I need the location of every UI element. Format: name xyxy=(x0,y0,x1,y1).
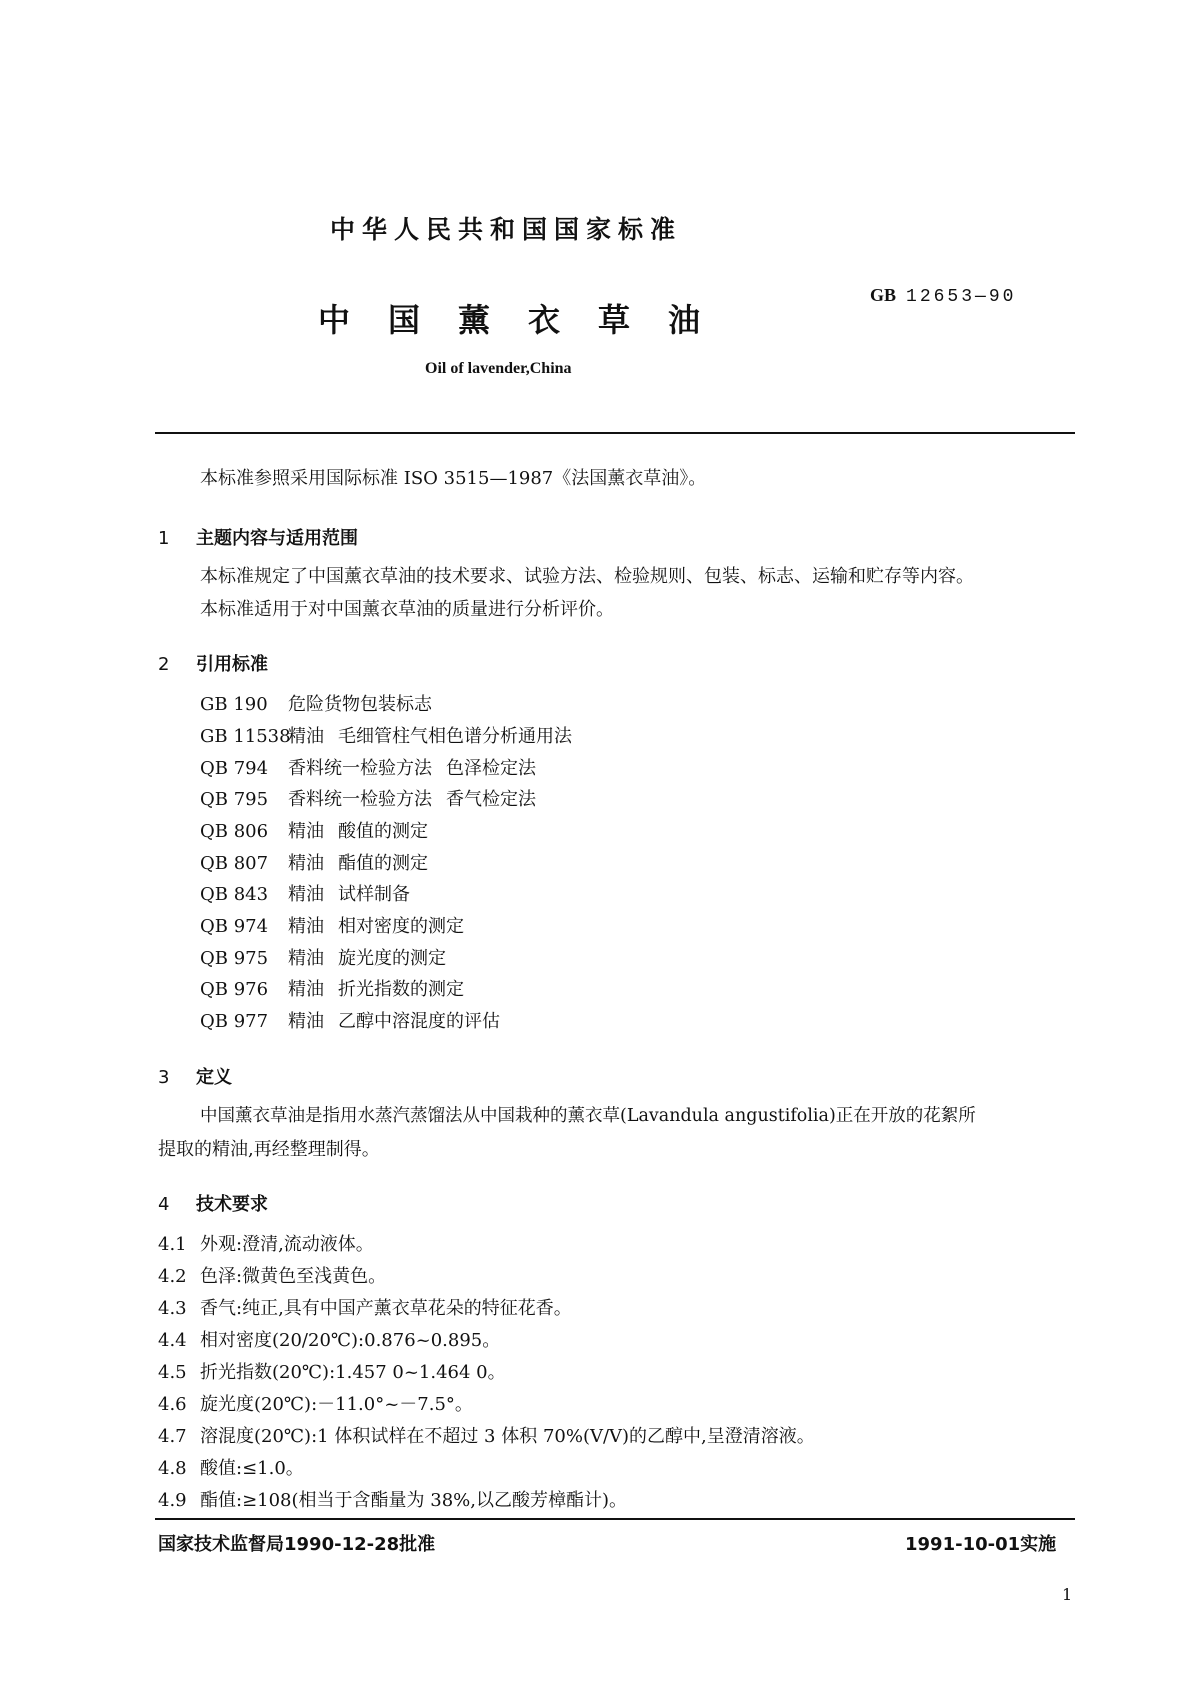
standard-number: 12653—90 xyxy=(906,287,1017,307)
section-number: 2 xyxy=(158,654,170,675)
requirement-item xyxy=(158,1268,386,1286)
standard-code xyxy=(870,285,1016,307)
section-1-heading xyxy=(158,524,358,550)
reference-category: 精油 xyxy=(288,853,324,874)
reference-title: 旋光度的测定 xyxy=(338,948,446,969)
header-divider xyxy=(155,432,1075,434)
reference-item xyxy=(200,728,572,746)
section-title: 引用标准 xyxy=(196,654,268,675)
requirement-item xyxy=(158,1460,304,1478)
section-4-heading xyxy=(158,1190,268,1216)
page-number: 1 xyxy=(1062,1585,1073,1604)
clause-text: 香气:纯正,具有中国产薰衣草花朵的特征花香。 xyxy=(200,1298,572,1319)
reference-code: QB 843 xyxy=(200,884,269,905)
section-1-line-1: 本标准规定了中国薰衣草油的技术要求、试验方法、检验规则、包装、标志、运输和贮存等内容。 xyxy=(200,566,974,587)
clause-number: 4.2 xyxy=(158,1266,187,1287)
reference-code: QB 977 xyxy=(200,1011,269,1032)
requirement-item xyxy=(158,1332,500,1350)
reference-title: 色泽检定法 xyxy=(446,758,536,779)
reference-category: 精油 xyxy=(288,948,324,969)
section-title: 定义 xyxy=(196,1067,232,1088)
section-number: 3 xyxy=(158,1067,170,1088)
clause-number: 4.1 xyxy=(158,1234,187,1255)
reference-title: 酸值的测定 xyxy=(338,821,428,842)
clause-text: 色泽:微黄色至浅黄色。 xyxy=(200,1266,387,1287)
clause-text: 外观:澄清,流动液体。 xyxy=(200,1234,374,1255)
reference-item xyxy=(200,760,536,778)
clause-number: 4.4 xyxy=(158,1330,187,1351)
reference-item xyxy=(200,1013,500,1031)
clause-text: 旋光度(20℃):－11.0°~－7.5°。 xyxy=(200,1394,473,1415)
reference-code: QB 975 xyxy=(200,948,269,969)
clause-text: 折光指数(20℃):1.457 0~1.464 0。 xyxy=(200,1362,506,1383)
clause-number: 4.9 xyxy=(158,1490,187,1511)
reference-title: 危险货物包装标志 xyxy=(288,694,432,715)
requirement-item xyxy=(158,1428,815,1446)
reference-code: QB 806 xyxy=(200,821,269,842)
requirement-item xyxy=(158,1396,473,1414)
clause-text: 酯值:≥108(相当于含酯量为 38%,以乙酸芳樟酯计)。 xyxy=(200,1490,627,1511)
reference-code: GB 190 xyxy=(200,694,268,715)
section-number: 4 xyxy=(158,1194,170,1215)
national-standard-heading: 中华人民共和国国家标准 xyxy=(330,215,683,244)
definition-line-2: 提取的精油,再经整理制得。 xyxy=(158,1139,380,1160)
reference-title: 折光指数的测定 xyxy=(338,979,464,1000)
document-title-cn: 中国薰衣草油 xyxy=(318,301,739,339)
reference-category: 香料统一检验方法 xyxy=(288,789,432,810)
requirement-item xyxy=(158,1492,627,1510)
reference-category: 精油 xyxy=(288,884,324,905)
reference-code: QB 794 xyxy=(200,758,269,779)
reference-category: 精油 xyxy=(288,916,324,937)
reference-title: 香气检定法 xyxy=(446,789,536,810)
reference-category: 精油 xyxy=(288,821,324,842)
reference-item xyxy=(200,950,446,968)
reference-item xyxy=(200,918,464,936)
section-title: 技术要求 xyxy=(196,1194,268,1215)
section-1-line-2: 本标准适用于对中国薰衣草油的质量进行分析评价。 xyxy=(200,599,614,620)
reference-code: GB 11538 xyxy=(200,726,291,747)
clause-number: 4.3 xyxy=(158,1298,187,1319)
approval-date: 国家技术监督局1990-12-28批准 xyxy=(158,1534,436,1555)
clause-number: 4.5 xyxy=(158,1362,187,1383)
reference-code: QB 795 xyxy=(200,789,269,810)
reference-category: 精油 xyxy=(288,726,324,747)
reference-title: 酯值的测定 xyxy=(338,853,428,874)
standard-prefix: GB xyxy=(870,285,897,305)
reference-title: 毛细管柱气相色谱分析通用法 xyxy=(338,726,572,747)
section-number: 1 xyxy=(158,528,170,549)
clause-text: 酸值:≤1.0。 xyxy=(200,1458,304,1479)
section-2-heading xyxy=(158,650,268,676)
clause-text: 溶混度(20℃):1 体积试样在不超过 3 体积 70%(V/V)的乙醇中,呈澄清溶液。 xyxy=(200,1426,815,1447)
implementation-date: 1991-10-01实施 xyxy=(905,1534,1057,1555)
reference-item xyxy=(200,886,410,904)
requirement-item xyxy=(158,1236,374,1254)
reference-item xyxy=(200,791,536,809)
reference-category: 精油 xyxy=(288,979,324,1000)
reference-category: 精油 xyxy=(288,1011,324,1032)
requirement-item xyxy=(158,1300,572,1318)
intro-paragraph: 本标准参照采用国际标准 ISO 3515—1987《法国薰衣草油》。 xyxy=(200,468,707,489)
reference-item xyxy=(200,981,464,999)
reference-category: 香料统一检验方法 xyxy=(288,758,432,779)
reference-code: QB 976 xyxy=(200,979,269,1000)
reference-title: 乙醇中溶混度的评估 xyxy=(338,1011,500,1032)
reference-code: QB 807 xyxy=(200,853,269,874)
section-title: 主题内容与适用范围 xyxy=(196,528,358,549)
reference-item xyxy=(200,696,432,714)
definition-line-1: 中国薰衣草油是指用水蒸汽蒸馏法从中国栽种的薰衣草(Lavandula angustifolia)正在开放的花絮所 xyxy=(200,1106,976,1126)
reference-code: QB 974 xyxy=(200,916,269,937)
footer-divider xyxy=(155,1518,1075,1520)
clause-number: 4.8 xyxy=(158,1458,187,1479)
clause-number: 4.7 xyxy=(158,1426,187,1447)
reference-item xyxy=(200,855,428,873)
reference-item xyxy=(200,823,428,841)
requirement-item xyxy=(158,1364,506,1382)
section-3-heading xyxy=(158,1063,232,1089)
reference-title: 相对密度的测定 xyxy=(338,916,464,937)
document-title-en: Oil of lavender,China xyxy=(425,360,572,377)
clause-text: 相对密度(20/20℃):0.876~0.895。 xyxy=(200,1330,501,1351)
clause-number: 4.6 xyxy=(158,1394,187,1415)
reference-title: 试样制备 xyxy=(338,884,410,905)
